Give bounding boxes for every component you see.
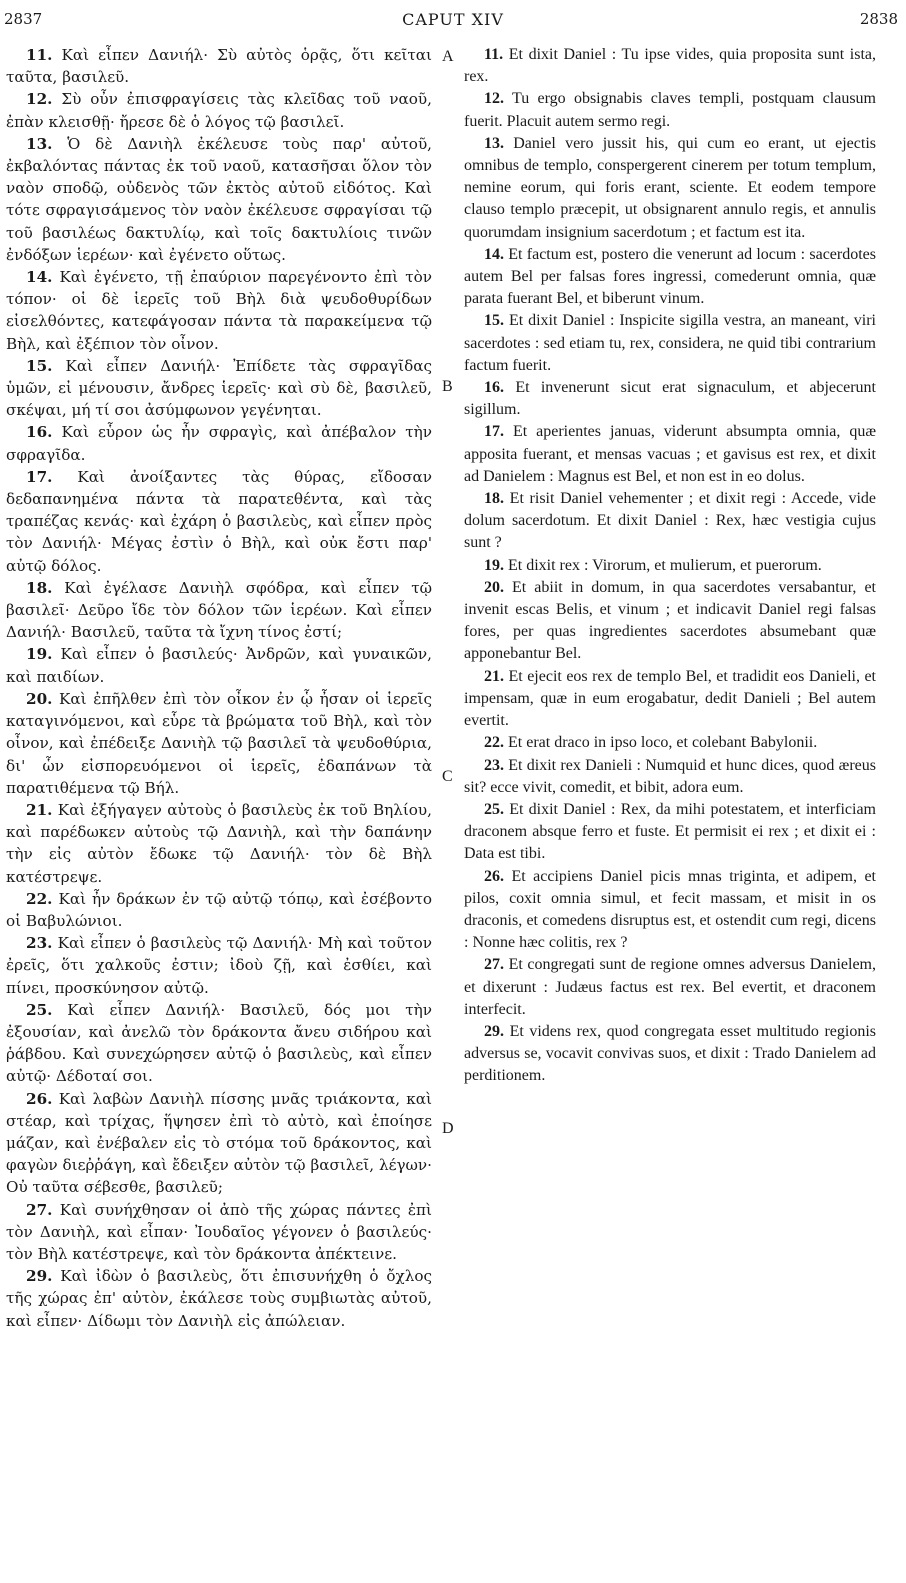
verse-text: Καὶ εἶπεν ὁ βασιλεύς· Ἀνδρῶν, καὶ γυναικῶν, καὶ παιδίων. [6,645,432,686]
page-header [0,0,906,34]
margin-marker-c: C [442,768,453,785]
verse-number: 22. [484,734,504,752]
verse-text: Καὶ εἶπεν ὁ βασιλεὺς τῷ Δανιήλ· Μὴ καὶ τοῦτον ἐρεῖς, ὅτι χαλκοῦς ἐστιν; ἰδοὺ ζῇ, καὶ ἐσθίει, καὶ πίνει, προσκύνησον αὐτῷ. [6,934,432,997]
verse-number: 12. [26,90,53,109]
verse-number: 13. [26,134,53,153]
verse-number: 21. [26,800,53,819]
page-title: CAPUT XIV [402,10,504,29]
verse-text: Et invenerunt sicut erat signaculum, et abjecerunt sigillum. [464,379,876,419]
verse-text: Et dixit rex : Virorum, et mulierum, et puerorum. [504,556,822,574]
verse-number: 27. [484,956,504,974]
verse-number: 26. [26,1089,53,1108]
verse-text: Καὶ εὗρον ὡς ἦν σφραγὶς, καὶ ἀπέβαλον τὴν σφραγῖδα. [6,423,432,464]
verse-text: Daniel vero jussit his, qui cum eo erant, ut ejectis omnibus de templo, conspergerent cinerem per totum templum, nemine eorum, qui foris erant, sciente. Et eodem tempore clauso templo præcepit, ut obsignarent annulo regis, et annulis quorumdam insignium sacerdotum ; et factum est ita. [464,134,876,241]
latin-verse [464,244,876,311]
margin-marker-d: D [442,1120,454,1137]
greek-verse [6,1265,432,1332]
verse-number: 11. [484,46,504,63]
verse-number: 23. [26,934,53,953]
greek-verse [6,577,432,644]
verse-text: Καὶ ἐγέλασε Δανιὴλ σφόδρα, καὶ εἶπεν τῷ βασιλεῖ· Δεῦρο ἴδε τὸν δόλον τῶν ἱερέων. Καὶ εἶπεν Δανιήλ· Βασιλεῦ, ταῦτα τὰ ἴχνη τίνος ἐστί; [6,578,432,642]
verse-text: Καὶ εἶπεν Δανιήλ· Σὺ αὐτὸς ὁρᾷς, ὅτι κεῖται ταῦτα, βασιλεῦ. [6,46,432,87]
latin-verse [464,755,876,799]
verse-number: 12. [484,90,504,108]
greek-verse [6,999,432,1088]
verse-text: Et dixit Daniel : Rex, da mihi potestatem, et interficiam draconem absque ferro et fuste. Et permisit ei rex ; et dixit ei : Data est tibi. [464,800,876,863]
page-number-left: 2837 [4,10,43,28]
latin-verse [464,44,876,88]
verse-number: 27. [26,1200,53,1219]
greek-verse [6,932,432,999]
verse-text: Et ejecit eos rex de templo Bel, et tradidit eos Danieli, et impensam, quæ in eum erogabatur, dedit Danieli ; Bel autem evertit. [464,667,876,730]
latin-verse [464,555,876,577]
latin-verse [464,866,876,955]
latin-verse [464,133,876,244]
verse-text: Et aperientes januas, viderunt absumpta omnia, quæ apposita fuerant, et mensas vacuas ; et gavisus est rex, et dixit ad Danielem : Magnus est Bel, et non est in eo dolus. [464,423,876,485]
verse-text: Σὺ οὖν ἐπισφραγίσεις τὰς κλεῖδας τοῦ ναοῦ, ἐπὰν κλεισθῇ· ἤρεσε δὲ ὁ λόγος τῷ βασιλεῖ. [6,90,432,131]
verse-text: Et dixit rex Danieli : Numquid et hunc dices, quod æreus sit? ecce vivit, comedit, et bibit, adora eum. [464,756,876,796]
verse-text: Καὶ ἐξήγαγεν αὐτοὺς ὁ βασιλεὺς ἐκ τοῦ Βηλίου, καὶ παρέδωκεν αὐτοὺς τῷ Δανιὴλ, καὶ τὴν δαπάνην τὴν εἰς αὐτὸν ἔδωκε τῷ Δανιήλ· τὸν δὲ Βὴλ κατέστρεψε. [6,800,432,886]
verse-number: 25. [26,1000,53,1019]
verse-number: 29. [484,1022,504,1040]
latin-verse [464,488,876,555]
verse-number: 16. [26,423,53,442]
greek-verse [6,266,432,355]
verse-number: 19. [484,556,504,574]
latin-verse [464,88,876,132]
latin-verse [464,1021,876,1088]
latin-verse [464,577,876,666]
verse-number: 18. [484,490,504,508]
verse-number: 15. [26,356,53,375]
verse-text: Et dixit Daniel : Inspicite sigilla vestra, an maneant, viri sacerdotes : sed etiam tu, rex, considera, ne quid tibi contrarium factum fuerit. [464,312,876,374]
greek-verse [6,44,432,88]
verse-number: 13. [484,134,504,152]
verse-text: Καὶ ἐπῆλθεν ἐπὶ τὸν οἶκον ἐν ᾧ ἦσαν οἱ ἱερεῖς καταγινόμενοι, καὶ εὗρε τὰ βρώματα τοῦ Βὴλ, καὶ τὸν οἶνον, καὶ ἐπέδειξε Δανιὴλ τῷ βασιλεῖ τὰ ψευδοθύρια, δι' ὧν εἰσπορευόμενοι οἱ ἱερεῖς, ἐδαπάνων τὰ παρατιθέμενα τῷ Βήλ. [6,689,432,797]
verse-text: Καὶ συνήχθησαν οἱ ἀπὸ τῆς χώρας πάντες ἐπὶ τὸν Δανιὴλ, καὶ εἶπαν· Ἰουδαῖος γέγονεν ὁ βασιλεύς· τὸν Βὴλ κατέστρεψε, καὶ τὸν δράκοντα ἀπέκτεινε. [6,1200,432,1263]
greek-column [6,44,432,1332]
verse-text: Καὶ εἶπεν Δανιήλ· Βασιλεῦ, δός μοι τὴν ἐξουσίαν, καὶ ἀνελῶ τὸν δράκοντα ἄνευ σιδήρου καὶ ῥάβδου. Καὶ συνεχώρησεν αὐτῷ ὁ βασιλεὺς, καὶ εἶπεν αὐτῷ· Δέδοταί σοι. [6,1000,432,1086]
latin-verse [464,310,876,377]
latin-verse [464,954,876,1021]
verse-number: 11. [26,46,53,64]
verse-number: 14. [26,268,53,287]
greek-verse [6,88,432,132]
verse-number: 29. [26,1267,53,1286]
greek-verse [6,133,432,266]
greek-verse [6,466,432,577]
verse-text: Et abiit in domum, in qua sacerdotes versabantur, et invenit escas Belis, et vinum ; et indicavit Daniel regi falsas fores, per quas ingredientes sacerdotes absumebant quæ apponebantur Bel. [464,578,876,663]
latin-verse [464,377,876,421]
verse-number: 21. [484,667,504,685]
verse-number: 20. [484,578,504,596]
verse-number: 16. [484,379,504,397]
greek-verse [6,1088,432,1199]
verse-text: Καὶ ἰδὼν ὁ βασιλεὺς, ὅτι ἐπισυνήχθη ὁ ὄχλος τῆς χώρας ἐπ' αὐτὸν, ἐκάλεσε τοὺς συμβιωτὰς αὐτοῦ, καὶ εἶπεν· Δίδωμι τὸν Δανιὴλ εἰς ἀπώλειαν. [6,1267,432,1330]
greek-verse [6,688,432,799]
latin-column [464,44,876,1088]
latin-verse [464,732,876,754]
verse-text: Et accipiens Daniel picis mnas triginta, et adipem, et pilos, coxit omnia simul, et fecit massam, et misit in os draconis, et comedens disruptus est, et ostendit cum regi, dicens : Nonne hæc colitis, rex ? [464,867,876,952]
greek-verse [6,888,432,932]
verse-text: Et congregati sunt de regione omnes adversus Danielem, et dixerunt : Judæus factus est rex. Bel evertit, et draconem interfecit. [464,956,876,1018]
verse-text: Et videns rex, quod congregata esset multitudo regionis adversus se, vocavit convivas suos, et dixit : Trado Danielem ad perditionem. [464,1022,876,1085]
verse-number: 14. [484,245,504,263]
greek-verse [6,643,432,687]
page-number-right: 2838 [859,10,898,28]
verse-text: Καὶ εἶπεν Δανιήλ· Ἐπίδετε τὰς σφραγῖδας ὑμῶν, εἰ μένουσιν, ἄνδρες ἱερεῖς· καὶ σὺ δὲ, βασιλεῦ, σκέψαι, μή τί σοι ἀσύμφωνον γεγένηται. [6,356,432,420]
verse-number: 25. [484,800,504,818]
verse-text: Ὁ δὲ Δανιὴλ ἐκέλευσε τοὺς παρ' αὐτοῦ, ἐκβαλόντας πάντας ἐκ τοῦ ναοῦ, κατασῆσαι ὅλον τὸν ναὸν σποδῷ, οὐδενὸς τῶν ἐκτὸς αὐτοῦ εἰδότος. Καὶ τότε σφραγισάμενος τὸν ναὸν ἐκέλευσε σφραγίσαι τῷ τοῦ βασιλέως δακτυλίῳ, καὶ τοῖς δακτυλίοις τινῶν ἐνδόξων ἱερέων· καὶ ἐγένετο οὕτως. [6,134,432,264]
latin-verse [464,666,876,733]
verse-number: 20. [26,689,53,708]
verse-text: Καὶ λαβὼν Δανιὴλ πίσσης μνᾶς τριάκοντα, καὶ στέαρ, καὶ τρίχας, ἥψησεν ἐπὶ τὸ αὐτὸ, καὶ ἐποίησε μάζαν, καὶ ἐνέβαλεν εἰς τὸ στόμα τοῦ δράκοντος, καὶ φαγὼν διεῤῥάγη, καὶ ἔδειξεν αὐτὸν τῷ βασιλεῖ, λέγων· Οὐ ταῦτα σέβεσθε, βασιλεῦ; [6,1089,432,1197]
verse-number: 17. [484,423,504,441]
verse-text: Καὶ ἐγένετο, τῇ ἐπαύριον παρεγένοντο ἐπὶ τὸν τόπον· οἱ δὲ ἱερεῖς τοῦ Βὴλ διὰ ψευδοθυρίδων εἰσελθόντες, κατεφάγοσαν πάντα τὰ παρακείμενα τῷ Βὴλ, καὶ ἐξέπιον τὸν οἶνον. [6,268,432,353]
greek-verse [6,1199,432,1266]
verse-text: Et dixit Daniel : Tu ipse vides, quia proposita sunt ista, rex. [464,46,876,86]
verse-text: Et risit Daniel vehementer ; et dixit regi : Accede, vide dolum sacerdotum. Et dixit Daniel : Rex, hæc vestigia cujus sunt ? [464,490,876,552]
greek-verse [6,421,432,465]
verse-number: 23. [484,756,504,774]
verse-number: 19. [26,645,53,664]
margin-marker-b: B [442,378,453,395]
verse-number: 22. [26,889,53,908]
greek-verse [6,355,432,422]
latin-verse [464,421,876,488]
verse-number: 18. [26,578,53,597]
verse-text: Καὶ ἀνοίξαντες τὰς θύρας, εἴδοσαν δεδαπανημένα πάντα τὰ παρατεθέντα, καὶ τὰς τραπέζας κενάς· καὶ ἐχάρη ὁ βασιλεὺς, καὶ εἶπεν πρὸς τὸν Δανιήλ· Μέγας ἐστὶν ὁ Βὴλ, καὶ οὐκ ἔστι παρ' αὐτῷ δόλος. [6,467,432,575]
verse-number: 17. [26,467,53,486]
greek-verse [6,799,432,888]
latin-verse [464,799,876,866]
verse-text: Tu ergo obsignabis claves templi, postquam clausum fuerit. Placuit autem sermo regi. [464,90,876,130]
verse-number: 26. [484,867,504,885]
verse-number: 15. [484,312,504,330]
verse-text: Καὶ ἦν δράκων ἐν τῷ αὐτῷ τόπῳ, καὶ ἐσέβοντο οἱ Βαβυλώνιοι. [6,889,432,930]
verse-text: Et erat draco in ipso loco, et colebant Babylonii. [504,734,818,752]
margin-marker-a: A [442,48,454,65]
verse-text: Et factum est, postero die venerunt ad locum : sacerdotes autem Bel per falsas fores ingressi, comederunt omnia, quæ parata fuerant Bel, et biberunt vinum. [464,245,876,308]
